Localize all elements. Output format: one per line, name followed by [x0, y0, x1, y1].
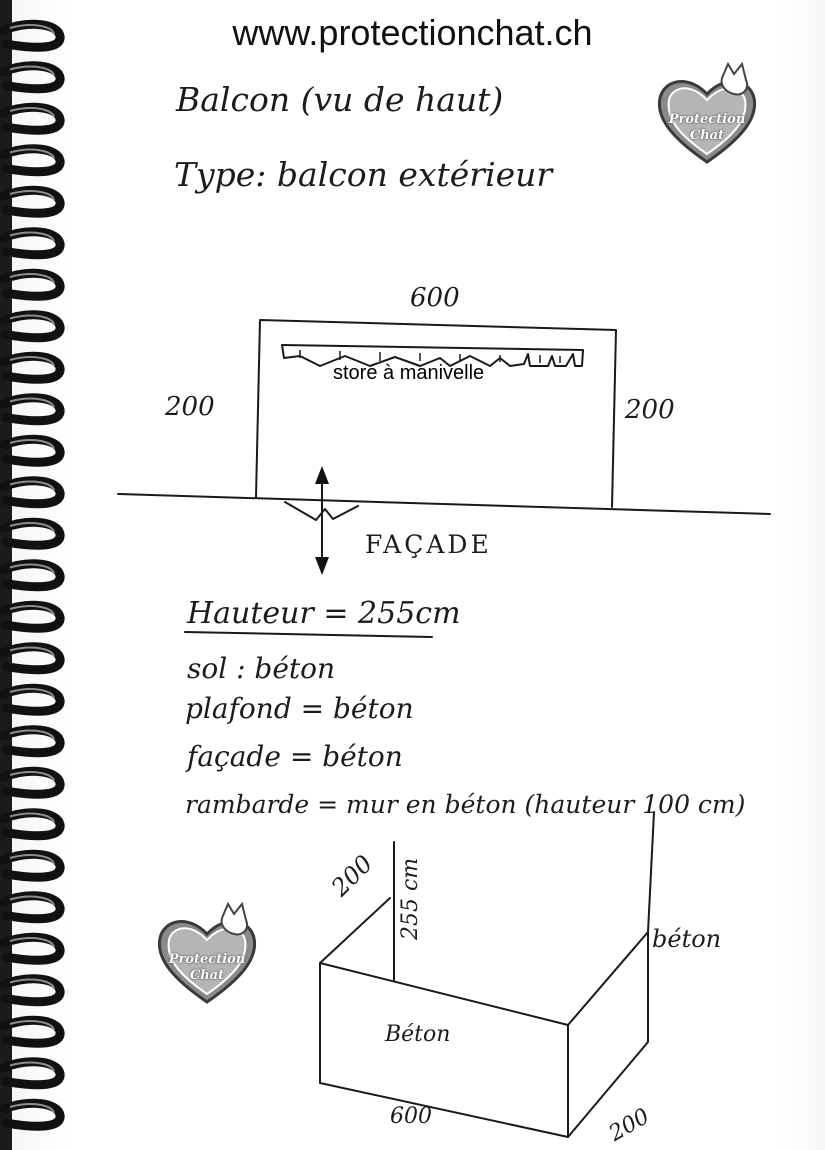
perspective-back-post-right	[648, 812, 654, 932]
arrow-head-up	[315, 466, 329, 484]
facade-label: FAÇADE	[365, 530, 492, 559]
protection-chat-logo-top	[652, 60, 762, 170]
title-line-2: Type: balcon extérieur	[174, 155, 553, 194]
spec-ceiling: plafond = béton	[185, 692, 414, 725]
spec-railing: rambarde = mur en béton (hauteur 100 cm)	[185, 790, 746, 819]
logo-text-line2: Chat	[689, 128, 725, 143]
top-width-label: 600	[410, 283, 460, 313]
perspective-top-edge	[320, 898, 390, 963]
perspective-front-label: Béton	[385, 1022, 451, 1047]
logo-text-line1: Protection	[168, 952, 246, 967]
facade-line	[118, 494, 770, 514]
top-right-depth-label: 200	[625, 395, 675, 425]
logo-text-line2: Chat	[189, 968, 225, 983]
perspective-height-label: 255 cm	[398, 857, 423, 940]
spec-height: Hauteur = 255cm	[187, 596, 461, 631]
perspective-depth-bottom-label: 200	[605, 1104, 654, 1147]
perspective-front-wall	[320, 963, 568, 1137]
spec-floor: sol : béton	[187, 652, 336, 685]
title-line-1: Balcon (vu de haut)	[176, 80, 504, 119]
perspective-right-wall-label: béton	[652, 925, 722, 953]
protection-chat-logo-bottom	[152, 900, 262, 1010]
top-left-depth-label: 200	[165, 392, 215, 422]
awning-label: store à manivelle	[333, 362, 485, 384]
height-underline	[185, 632, 432, 637]
site-url: www.protectionchat.ch	[232, 12, 593, 53]
logo-text-line1: Protection	[668, 112, 746, 127]
perspective-depth-top-label: 200	[326, 849, 379, 902]
arrow-head-down	[315, 557, 329, 575]
spec-facade: façade = béton	[187, 740, 403, 773]
perspective-width-bottom-label: 600	[390, 1104, 432, 1129]
